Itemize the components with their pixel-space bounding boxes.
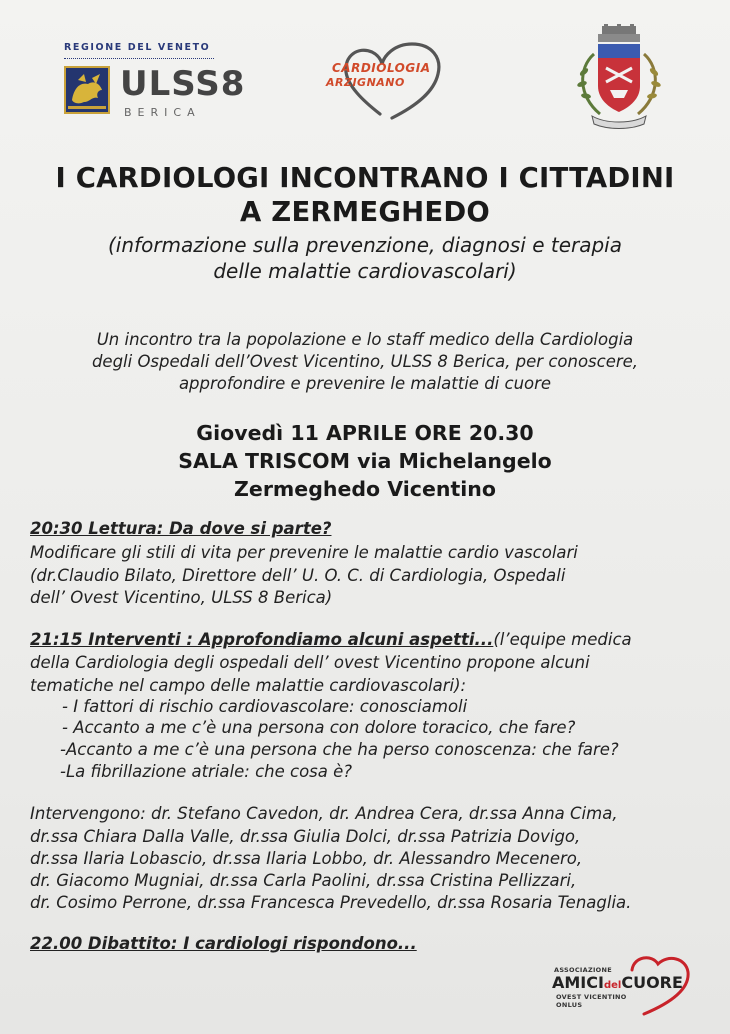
- section1-line: Modificare gli stili di vita per prevenire le malattie cardio vascolari: [30, 543, 578, 562]
- intro-line: Un incontro tra la popolazione e lo staff medico della Cardiologia: [96, 330, 634, 349]
- topic-bullet: -Accanto a me c’è una persona che ha perso conoscenza: che fare?: [60, 740, 619, 759]
- main-title-line1: I CARDIOLOGI INCONTRANO I CITTADINI: [55, 162, 675, 194]
- section1-line: (dr.Claudio Bilato, Direttore dell’ U. O. C. di Cardiologia, Ospedali: [30, 566, 566, 585]
- topic-bullet: - I fattori di rischio cardiovascolare: conosciamoli: [62, 697, 468, 716]
- lion-shield-icon: [64, 66, 110, 114]
- topic-bullet: -La fibrillazione atriale: che cosa è?: [60, 762, 353, 781]
- region-label: REGIONE DEL VENETO: [64, 42, 211, 53]
- amici-name: [552, 973, 683, 992]
- event-place: SALA TRISCOM via Michelangelo: [178, 449, 552, 473]
- ulss8-logo: [62, 42, 246, 124]
- subtitle-line2: delle malattie cardiovascolari): [213, 259, 517, 283]
- subtitle-line1: (informazione sulla prevenzione, diagnosi e terapia: [108, 233, 622, 257]
- event-town: Zermeghedo Vicentino: [234, 477, 496, 501]
- intro-line: approfondire e prevenire le malattie di cuore: [178, 374, 552, 393]
- speakers-line: dr. Giacomo Mugniai, dr.ssa Carla Paolini, dr.ssa Cristina Pellizzari,: [30, 871, 577, 890]
- cardiologia-arzignano-logo: [318, 40, 448, 122]
- amici-name-right: CUORE: [621, 973, 683, 992]
- speakers-line: dr.ssa Chiara Dalla Valle, dr.ssa Giulia Dolci, dr.ssa Patrizia Dovigo,: [30, 827, 581, 846]
- section2-line: della Cardiologia degli ospedali dell’ ovest Vicentino propone alcuni: [30, 653, 590, 672]
- section2-heading: 21:15 Interventi : Approfondiamo alcuni aspetti...: [30, 630, 494, 649]
- section1-heading: 20:30 Lettura: Da dove si parte?: [30, 519, 332, 538]
- amici-del-cuore-logo: [548, 952, 698, 1018]
- amici-sub1: OVEST VICENTINO: [556, 993, 627, 1001]
- amici-name-left: AMICI: [552, 973, 604, 992]
- section2-line: tematiche nel campo delle malattie cardiovascolari):: [30, 676, 467, 695]
- speakers-line: Intervengono: dr. Stefano Cavedon, dr. Andrea Cera, dr.ssa Anna Cima,: [30, 804, 618, 823]
- section2-heading-tail: (l’equipe medica: [493, 630, 632, 649]
- speakers-line: dr.ssa Ilaria Lobascio, dr.ssa Ilaria Lobbo, dr. Alessandro Mecenero,: [30, 849, 583, 868]
- topic-bullet: - Accanto a me c’è una persona con dolore toracico, che fare?: [62, 718, 576, 737]
- amici-assoc: ASSOCIAZIONE: [554, 966, 612, 974]
- cardio-line2: ARZIGNANO: [326, 76, 405, 89]
- ulss-sub: BERICA: [124, 106, 201, 119]
- cardio-line1: CARDIOLOGIA: [332, 61, 431, 75]
- intro-line: degli Ospedali dell’Ovest Vicentino, ULSS 8 Berica, per conoscere,: [91, 352, 639, 371]
- ulss-name: ULSS8: [120, 64, 246, 104]
- amici-name-mid: del: [603, 980, 622, 991]
- event-date: Giovedì 11 APRILE ORE 20.30: [196, 421, 534, 445]
- section2-heading-row: [30, 630, 632, 649]
- region-divider: [64, 58, 214, 59]
- amici-sub2: ONLUS: [556, 1001, 583, 1009]
- municipal-crest-icon: [572, 24, 666, 130]
- speakers-line: dr. Cosimo Perrone, dr.ssa Francesca Prevedello, dr.ssa Rosaria Tenaglia.: [30, 893, 632, 912]
- section1-line: dell’ Ovest Vicentino, ULSS 8 Berica): [30, 588, 333, 607]
- section3-heading: 22.00 Dibattito: I cardiologi rispondono...: [30, 934, 417, 953]
- main-title-line2: A ZERMEGHEDO: [240, 196, 490, 228]
